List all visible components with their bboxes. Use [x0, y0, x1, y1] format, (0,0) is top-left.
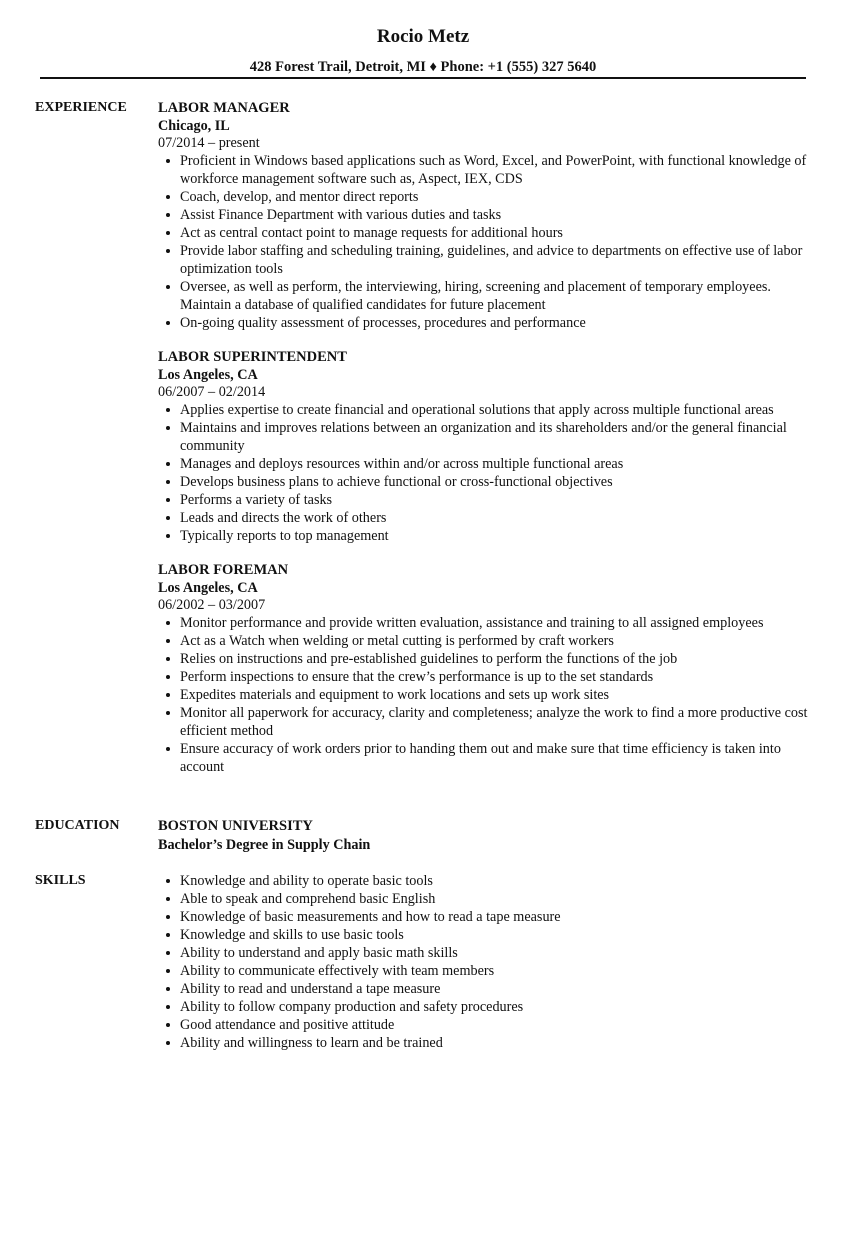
job-dates: 06/2002 – 03/2007 — [158, 597, 266, 613]
bullet-item: Applies expertise to create financial and operational solutions that apply across multiple functional areas — [180, 401, 818, 419]
bullet-item: Relies on instructions and pre-established guidelines to perform the functions of the job — [180, 650, 818, 668]
bullet-item: Act as central contact point to manage requests for additional hours — [180, 224, 818, 242]
section-label-skills: SKILLS — [35, 873, 86, 888]
bullet-item: Maintains and improves relations between an organization and its shareholders and/or the general financial community — [180, 419, 818, 455]
bullet-item: On-going quality assessment of processes, procedures and performance — [180, 314, 818, 332]
skill-item: Ability to communicate effectively with team members — [180, 962, 818, 980]
job-location: Los Angeles, CA — [158, 367, 258, 383]
skill-item: Good attendance and positive attitude — [180, 1016, 818, 1034]
experience-list — [158, 99, 818, 792]
job-bullets — [158, 152, 818, 332]
job-title: LABOR FOREMAN — [158, 562, 289, 578]
job-entry — [158, 561, 818, 776]
bullet-item: Leads and directs the work of others — [180, 509, 818, 527]
job-location: Chicago, IL — [158, 118, 230, 134]
skills-list — [158, 872, 818, 1052]
bullet-item: Assist Finance Department with various duties and tasks — [180, 206, 818, 224]
bullet-item: Expedites materials and equipment to work locations and sets up work sites — [180, 686, 818, 704]
skills-list-container — [158, 872, 818, 1052]
job-entry — [158, 348, 818, 545]
skill-item: Ability to follow company production and safety procedures — [180, 998, 818, 1016]
job-location: Los Angeles, CA — [158, 580, 258, 596]
skill-item: Knowledge and skills to use basic tools — [180, 926, 818, 944]
bullet-item: Manages and deploys resources within and/or across multiple functional areas — [180, 455, 818, 473]
job-bullets — [158, 614, 818, 776]
job-title: LABOR SUPERINTENDENT — [158, 349, 347, 365]
bullet-item: Ensure accuracy of work orders prior to handing them out and make sure that time efficiency is taken into account — [180, 740, 818, 776]
bullet-item: Monitor all paperwork for accuracy, clarity and completeness; analyze the work to find a more productive cost efficient method — [180, 704, 818, 740]
job-title: LABOR MANAGER — [158, 100, 290, 116]
contact-line: 428 Forest Trail, Detroit, MI ♦ Phone: +1 (555) 327 5640 — [249, 59, 597, 75]
bullet-item: Performs a variety of tasks — [180, 491, 818, 509]
bullet-item: Typically reports to top management — [180, 527, 818, 545]
bullet-item: Develops business plans to achieve functional or cross-functional objectives — [180, 473, 818, 491]
skill-item: Able to speak and comprehend basic English — [180, 890, 818, 908]
bullet-item: Provide labor staffing and scheduling training, guidelines, and advice to departments on effective use of labor optimization tools — [180, 242, 818, 278]
resume-name: Rocio Metz — [376, 26, 470, 47]
degree-name: Bachelor’s Degree in Supply Chain — [158, 837, 371, 853]
skill-item: Knowledge of basic measurements and how to read a tape measure — [180, 908, 818, 926]
bullet-item: Monitor performance and provide written evaluation, assistance and training to all assigned employees — [180, 614, 818, 632]
job-entry — [158, 99, 818, 332]
section-label-education: EDUCATION — [35, 818, 120, 833]
bullet-item: Coach, develop, and mentor direct reports — [180, 188, 818, 206]
education-entry — [158, 817, 818, 855]
bullet-item: Act as a Watch when welding or metal cutting is performed by craft workers — [180, 632, 818, 650]
section-label-experience: EXPERIENCE — [35, 100, 127, 115]
bullet-item: Proficient in Windows based applications such as Word, Excel, and PowerPoint, with functional knowledge of workforce management software such as, Aspect, IEX, CDS — [180, 152, 818, 188]
job-dates: 07/2014 – present — [158, 135, 260, 151]
bullet-item: Perform inspections to ensure that the crew’s performance is up to the set standards — [180, 668, 818, 686]
school-name: BOSTON UNIVERSITY — [158, 818, 313, 834]
job-bullets — [158, 401, 818, 545]
skill-item: Ability to read and understand a tape measure — [180, 980, 818, 998]
skill-item: Knowledge and ability to operate basic tools — [180, 872, 818, 890]
header-divider — [40, 77, 806, 79]
skill-item: Ability to understand and apply basic math skills — [180, 944, 818, 962]
bullet-item: Oversee, as well as perform, the interviewing, hiring, screening and placement of temporary employees. Maintain a database of qualified candidates for future placement — [180, 278, 818, 314]
skill-item: Ability and willingness to learn and be trained — [180, 1034, 818, 1052]
job-dates: 06/2007 – 02/2014 — [158, 384, 266, 400]
